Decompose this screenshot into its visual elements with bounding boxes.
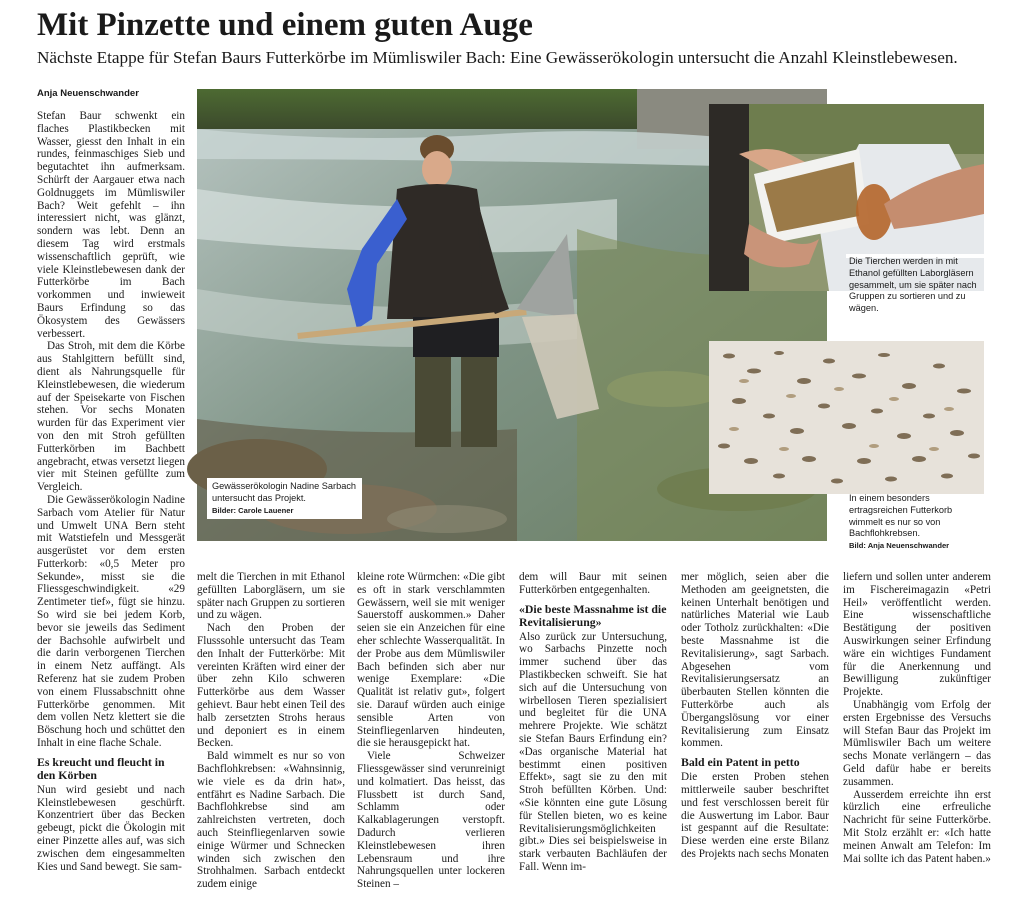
article-column-6 xyxy=(843,571,991,876)
paragraph: Die Gewässerökologin Nadine Sarbach vom Atelier für Natur und Umwelt UNA Bern steht mit Watstiefeln und Messgerät ausgerüstet vor dem ersten Futterkorb: «0,5 Meter pro Sekunde», misst sie die Fliessgeschwindigkeit. «29 Zentimeter tief», fügt sie hinzu. So wird sie bei jedem Korb, bevor sie jeweils das Sediment der Bachsohle aufwirbelt und die darin verborgenen Tierchen in einem Netz auffängt. Als Referenz hat sie zudem Proben von einem Flussabschnitt ohne Futterkörbe genommen. Mit dem vollen Netz klettert sie die Böschung hoch und schüttet den Inhalt in eine flache Schale. xyxy=(37,493,185,750)
article-column-1 xyxy=(37,110,185,880)
subheading: «Die beste Massnahme ist die Revitalisierung» xyxy=(519,601,667,629)
paragraph: Ausserdem erreichte ihn erst kürzlich eine erfreuliche Nachricht für seine Futterkörbe. Mit Stolz erzählt er: «Ich hatte meinen Anwalt am Telefon: Im Mai sollte ich das Patent haben.» xyxy=(843,788,991,865)
article-column-4 xyxy=(519,571,667,876)
subheadline: Nächste Etappe für Stefan Baurs Futterkörbe im Mümliswiler Bach: Eine Gewässerökologin untersucht die Anzahl Kleinstlebewesen. xyxy=(37,48,958,67)
paragraph: Unabhängig vom Erfolg der ersten Ergebnisse des Versuchs will Stefan Baur das Projekt im Mümliswiler Bach um weitere sechs Monate verlängern – das Geld dafür habe er bereits zusammen. xyxy=(843,698,991,788)
paragraph: Bald wimmelt es nur so von Bachflohkrebsen: «Wahnsinnig, wie viele es da drin hat», entfährt es Nadine Sarbach. Die Bachflohkrebse sind am zahlreichsten vertreten, doch auch Steinfliegenlarven sowie einige Würmer und Schnecken winden sich zwischen den Strohhalmen. Sarbach entdeckt zudem einige xyxy=(197,750,345,891)
paragraph: Nach den Proben der Flusssohle untersucht das Team den Inhalt der Futterkörbe: Mit vereinten Kräften wird einer der über zehn Kilo schweren Futterkörbe aus dem Wasser gehievt. Baur hebt einen Teil des halb zersetzten Strohs heraus und deponiert es in einem Becken. xyxy=(197,622,345,750)
paragraph: Nun wird gesiebt und nach Kleinstlebewesen geschürft. Konzentriert über das Becken gebeugt, pickt die Ökologin mit einer Pinzette alles auf, was sich zwischen dem eingesammelten Kies und Sand bewegt. Sie sam- xyxy=(37,783,185,873)
subheading: Bald ein Patent in petto xyxy=(681,755,800,770)
paragraph: kleine rote Würmchen: «Die gibt es oft in stark verschlammten Gewässern, weil sie mit weniger Sauerstoff auskommen.» Daher seien sie ein Anzeichen für eine eher schlechte Wasserqualität. In der Probe aus dem Mümliswiler Bach befinden sich aber nur wenige Exemplare: «Die Qualität ist relativ gut», folgert sie. Darauf würden auch einige sensible Arten von Steinfliegenlarven hindeuten, die sie herausgepickt hat. xyxy=(357,571,505,750)
caption-text: In einem besonders ertragsreichen Futterkorb wimmelt es nur so von Bachflohkrebsen. xyxy=(849,493,953,539)
main-photo-caption xyxy=(207,478,362,519)
paragraph: melt die Tierchen in mit Ethanol gefüllten Laborgläsern, um sie später nach Gruppen zu sortieren und zu wägen. xyxy=(197,571,345,622)
top-right-caption-text: Die Tierchen werden in mit Ethanol gefüllten Laborgläsern gesammelt, um sie später nach Gruppen zu sortieren und zu wägen. xyxy=(849,256,977,314)
paragraph: Das Stroh, mit dem die Körbe aus Stahlgittern befüllt sind, dient als Nahrungsquelle für Kleinstlebewesen, die wiederum auf der Speisekarte von Fischen stehen. Vor sechs Monaten wurden für das Experiment vier von den mit Stroh gefüllten Futterkörben im Bachbett angebracht, etwas versetzt liegen vier mit Steinen gefüllte zum Vergleich. xyxy=(37,340,185,494)
paragraph: dem will Baur mit seinen Futterkörben entgegenhalten. xyxy=(519,571,667,596)
caption-text: Gewässerökologin Nadine Sarbach untersucht das Projekt. xyxy=(212,481,357,503)
headline: Mit Pinzette und einem guten Auge xyxy=(37,7,533,43)
article-column-5 xyxy=(681,571,829,876)
subheading: Es kreucht und fleucht in den Körben xyxy=(37,754,165,782)
bottom-right-photo xyxy=(709,341,984,494)
photo-credit: Bild: Anja Neuenschwander xyxy=(849,541,950,551)
author-byline: Anja Neuenschwander xyxy=(37,88,139,99)
paragraph: liefern und sollen unter anderem im Fischereimagazin «Petri Heil» veröffentlicht werden. Eine wissenschaftliche Bestätigung der positiven Auswirkungen seiner Erfindung wäre ein wichtiges Fundament für die Anerkennung und Bewilligung zukünftiger Projekte. xyxy=(843,571,991,699)
paragraph: Viele Schweizer Fliessgewässer sind verunreinigt und kolmatiert. Das heisst, das Flussbett ist durch Sand, Schlamm oder Kalkablagerungen verstopft. Dadurch verlieren Kleinstlebewesen ihren Lebensraum und ihre Nahrungsquellen unter lockeren Steinen – xyxy=(357,750,505,891)
photo-credit: Bilder: Carole Lauener xyxy=(212,505,294,515)
bottom-right-photo-image xyxy=(709,341,984,494)
bottom-right-photo-caption xyxy=(849,493,984,552)
article-column-2 xyxy=(197,571,345,891)
paragraph: Also zurück zur Untersuchung, wo Sarbachs Pinzette noch immer suchend über das Plastikbecken schweift. Sie hat sich auf die Untersuchung von wirbellosen Tieren spezialisiert und begleitet für die UNA mehrere Projekte. Wie schätzt sie Stefan Baurs Erfindung ein? «Das organische Material hat bestimmt einen positiven Effekt», sagt sie zu den mit Stroh befüllten Körben. Und: «Sie könnten eine gute Lösung für Stellen bieten, wo es keine Revitalisierungsmöglichkeiten gibt.» Dies sei beispielsweise in stark verbauten Bachläufen der Fall. Wenn im- xyxy=(519,630,667,873)
paragraph: Stefan Baur schwenkt ein flaches Plastikbecken mit Wasser, giesst den Inhalt in ein rundes, feinmaschiges Sieb und begutachtet ihn aufmerksam. Schürft der Aargauer etwa nach Goldnuggets im Mümliswiler Bach? Weit gefehlt – ihn interessiert nicht, was glänzt, sondern was lebt. Denn an diesem Tag wird erstmals wissenschaftlich geprüft, wie viele Kleinstlebewesen dank der Futterkörbe im Bach vorkommen und inwieweit Baurs Erfindung so das Ökosystem des Gewässers verbessert. xyxy=(37,110,185,340)
paragraph: Die ersten Proben stehen mittlerweile sauber beschriftet und fest verschlossen bereit für die Auswertung im Labor. Baur ist gespannt auf die Resultate: Diese werden eine erste Bilanz des Projekts nach sechs Monaten xyxy=(681,771,829,860)
paragraph: mer möglich, seien aber die Methoden am geeignetsten, die keinen Unterhalt benötigen und natürliches Material wie Laub oder Totholz zurückhalten: «Die beste Massnahme ist die Revitalisierung», sagt Sarbach. Abgesehen vom Revitalisierungsersatz an überbauten Stellen könnten die Futterkörbe auch als Übergangslösung vor einer Revitalisierung zum Einsatz kommen. xyxy=(681,571,829,750)
article-column-3 xyxy=(357,571,505,891)
